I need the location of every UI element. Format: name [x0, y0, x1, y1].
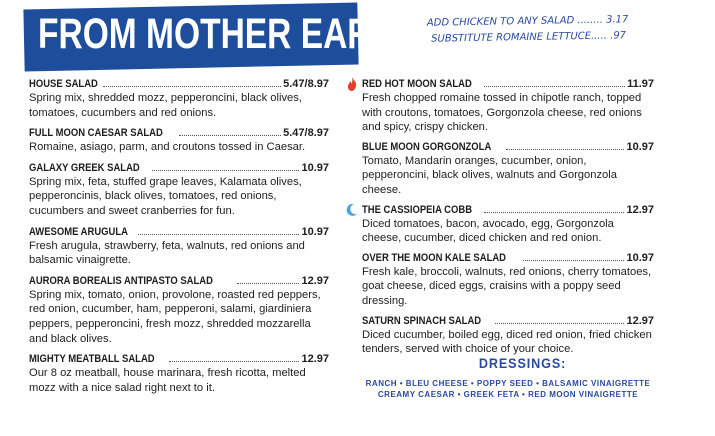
menu-item [362, 140, 654, 198]
item-description: Diced tomatoes, bacon, avocado, egg, Gorgonzola cheese, cucumber, diced chicken and red onion. [362, 217, 614, 245]
menu-item [362, 251, 654, 309]
item-description: Our 8 oz meatball, house marinara, fresh ricotta, melted mozz with a nice salad right next to it. [29, 367, 306, 394]
item-price: 12.97 [626, 203, 654, 216]
item-name: GALAXY GREEK SALAD [29, 161, 140, 174]
item-price: 10.97 [626, 251, 654, 264]
page-title: FROM MOTHER EARTH [38, 10, 417, 58]
item-name: RED HOT MOON SALAD [362, 78, 472, 90]
item-price: 11.97 [627, 78, 654, 90]
menu-item [29, 225, 329, 268]
item-name: HOUSE SALAD [29, 78, 98, 90]
addon-chicken: ADD CHICKEN TO ANY SALAD ........ 3.17 [426, 14, 629, 29]
menu-item [362, 314, 654, 357]
item-price: 5.47/8.97 [283, 78, 329, 90]
menu-item [362, 203, 654, 246]
item-description: Fresh arugula, strawberry, feta, walnuts, red onions and balsamic vinaigrette. [29, 239, 305, 267]
dressings-line: CREAMY CAESAR • GREEK FETA • RED MOON VINAIGRETTE [377, 390, 639, 399]
item-price: 12.97 [301, 274, 329, 287]
right-menu-column [362, 77, 654, 362]
addon-romaine: SUBSTITUTE ROMAINE LETTUCE..... .97 [431, 30, 627, 45]
menu-item [362, 77, 654, 135]
item-name: OVER THE MOON KALE SALAD [362, 251, 507, 264]
item-price: 10.97 [301, 161, 329, 174]
item-price: 12.97 [301, 353, 329, 366]
menu-item [29, 274, 329, 346]
dressings-line: RANCH • BLEU CHEESE • POPPY SEED • BALSAMIC VINAIGRETTE [365, 379, 651, 388]
menu-item [29, 126, 329, 155]
item-description: Fresh chopped romaine tossed in chipotle ranch, topped with croutons, tomatoes, Gorgonzola cheese, red onions and spicy, crispy chicken. [362, 92, 642, 134]
menu-item [29, 352, 329, 395]
item-price: 10.97 [626, 140, 654, 153]
item-name: FULL MOON CAESAR SALAD [29, 127, 163, 140]
item-name: SATURN SPINACH SALAD [362, 314, 482, 327]
addons-note [427, 12, 629, 48]
item-name: THE CASSIOPEIA COBB [362, 203, 473, 216]
menu-item [29, 77, 329, 120]
item-name: BLUE MOON GORGONZOLA [362, 140, 492, 153]
item-description: Romaine, asiago, parm, and croutons tossed in Caesar. [29, 141, 306, 154]
item-description: Spring mix, feta, stuffed grape leaves, Kalamata olives, pepperoncinis, black olives, tomatoes, red onions, cucumbers and sweet cranberries for fun. [29, 175, 302, 217]
item-name: AURORA BOREALIS ANTIPASTO SALAD [29, 274, 213, 287]
flame-icon [346, 77, 358, 91]
item-description: Tomato, Mandarin oranges, cucumber, onion, pepperoncini, black olives, walnuts and Gorgonzola cheese. [362, 154, 617, 196]
item-price: 12.97 [626, 314, 654, 327]
item-price: 5.47/8.97 [283, 127, 329, 140]
item-name: AWESOME ARUGULA [29, 225, 128, 238]
left-menu-column [29, 77, 329, 401]
dressings-title: DRESSINGS: [478, 355, 567, 371]
item-name: MIGHTY MEATBALL SALAD [29, 353, 155, 366]
item-price: 10.97 [301, 225, 329, 238]
item-description: Diced cucumber, boiled egg, diced red onion, fried chicken tenders, served with choice of your choice. [362, 328, 652, 356]
menu-item [29, 161, 329, 219]
dressings-list [362, 378, 654, 400]
item-description: Fresh kale, broccoli, walnuts, red onions, cherry tomatoes, goat cheese, diced eggs, craisins with a poppy seed dressing. [362, 265, 652, 307]
item-description: Spring mix, tomato, onion, provolone, roasted red peppers, red onion, cucumber, ham, pepperoni, salami, giardiniera peppers, pepperoncini, fresh mozz, shredded mozzarella and black olives. [29, 288, 321, 345]
crescent-moon-icon [346, 203, 358, 217]
item-description: Spring mix, shredded mozz, pepperoncini, black olives, tomatoes, cucumbers and red onions. [29, 92, 302, 119]
